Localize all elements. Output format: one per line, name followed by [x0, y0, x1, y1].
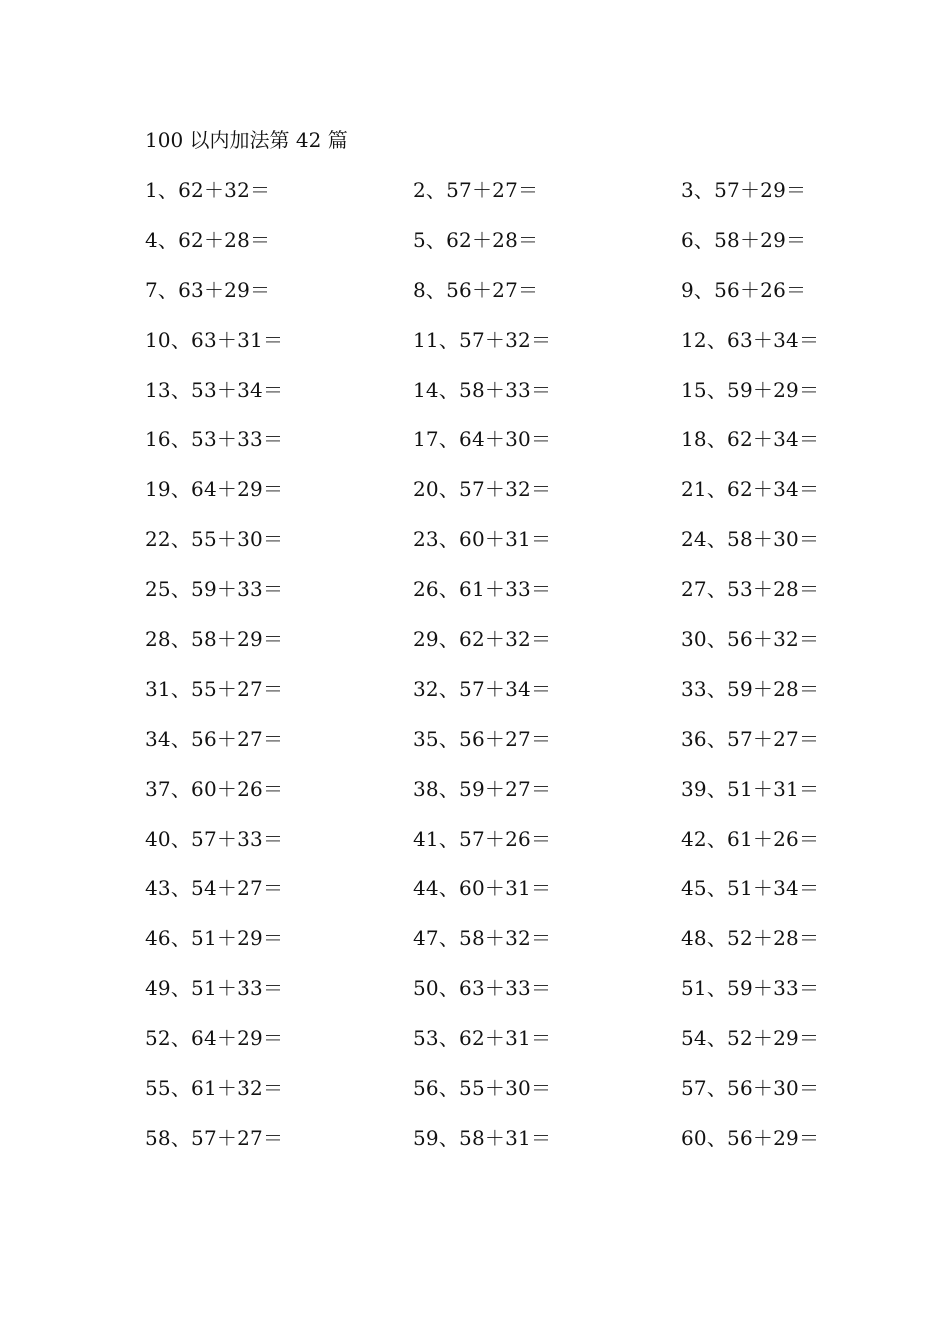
problem-item: 55、61＋32＝ [145, 1076, 284, 1101]
problem-item: 51、59＋33＝ [681, 976, 820, 1001]
problem-item: 42、61＋26＝ [681, 826, 820, 851]
problem-item: 52、64＋29＝ [145, 1026, 284, 1051]
problem-item: 54、52＋29＝ [681, 1026, 820, 1051]
problem-item: 25、59＋33＝ [145, 577, 284, 602]
problem-item: 2、57＋27＝ [413, 178, 539, 202]
problem-item: 33、59＋28＝ [681, 676, 820, 701]
problem-item: 26、61＋33＝ [413, 577, 552, 602]
problem-item: 15、59＋29＝ [681, 377, 820, 402]
problem-item: 41、57＋26＝ [413, 826, 552, 851]
problem-item: 36、57＋27＝ [681, 726, 820, 751]
problem-item: 39、51＋31＝ [681, 776, 820, 801]
problem-item: 16、53＋33＝ [145, 427, 284, 452]
problem-item: 56、55＋30＝ [413, 1076, 552, 1101]
problem-item: 9、56＋26＝ [681, 277, 807, 302]
problem-item: 31、55＋27＝ [145, 676, 284, 701]
problem-item: 20、57＋32＝ [413, 477, 552, 502]
problem-item: 57、56＋30＝ [681, 1076, 820, 1101]
problem-item: 59、58＋31＝ [413, 1125, 552, 1150]
problem-item: 35、56＋27＝ [413, 726, 552, 751]
problem-item: 47、58＋32＝ [413, 926, 552, 951]
problem-item: 12、63＋34＝ [681, 327, 820, 352]
problem-item: 23、60＋31＝ [413, 527, 552, 552]
problem-item: 27、53＋28＝ [681, 577, 820, 602]
worksheet-title: 100 以内加法第 42 篇 [145, 128, 348, 152]
problem-item: 4、62＋28＝ [145, 227, 271, 252]
problem-item: 5、62＋28＝ [413, 227, 539, 252]
problem-item: 34、56＋27＝ [145, 726, 284, 751]
problem-item: 19、64＋29＝ [145, 477, 284, 502]
problem-item: 37、60＋26＝ [145, 776, 284, 801]
problem-item: 40、57＋33＝ [145, 826, 284, 851]
problem-item: 3、57＋29＝ [681, 178, 807, 202]
problem-item: 1、62＋32＝ [145, 178, 271, 202]
problem-item: 53、62＋31＝ [413, 1026, 552, 1051]
problem-item: 21、62＋34＝ [681, 477, 820, 502]
problem-item: 18、62＋34＝ [681, 427, 820, 452]
problem-item: 45、51＋34＝ [681, 876, 820, 901]
problem-item: 58、57＋27＝ [145, 1125, 284, 1150]
problem-item: 6、58＋29＝ [681, 227, 807, 252]
problem-item: 44、60＋31＝ [413, 876, 552, 901]
problem-item: 49、51＋33＝ [145, 976, 284, 1001]
problem-item: 50、63＋33＝ [413, 976, 552, 1001]
problem-item: 48、52＋28＝ [681, 926, 820, 951]
problem-item: 14、58＋33＝ [413, 377, 552, 402]
problem-item: 38、59＋27＝ [413, 776, 552, 801]
problem-grid [145, 176, 845, 1174]
problem-item: 28、58＋29＝ [145, 627, 284, 652]
problem-item: 43、54＋27＝ [145, 876, 284, 901]
problem-item: 22、55＋30＝ [145, 527, 284, 552]
problem-item: 17、64＋30＝ [413, 427, 552, 452]
problem-item: 8、56＋27＝ [413, 277, 539, 302]
problem-item: 24、58＋30＝ [681, 527, 820, 552]
problem-item: 46、51＋29＝ [145, 926, 284, 951]
problem-item: 32、57＋34＝ [413, 676, 552, 701]
problem-item: 11、57＋32＝ [413, 327, 552, 352]
problem-item: 30、56＋32＝ [681, 627, 820, 652]
problem-item: 10、63＋31＝ [145, 327, 284, 352]
problem-item: 7、63＋29＝ [145, 277, 271, 302]
problem-item: 29、62＋32＝ [413, 627, 552, 652]
problem-item: 60、56＋29＝ [681, 1125, 820, 1150]
problem-item: 13、53＋34＝ [145, 377, 284, 402]
